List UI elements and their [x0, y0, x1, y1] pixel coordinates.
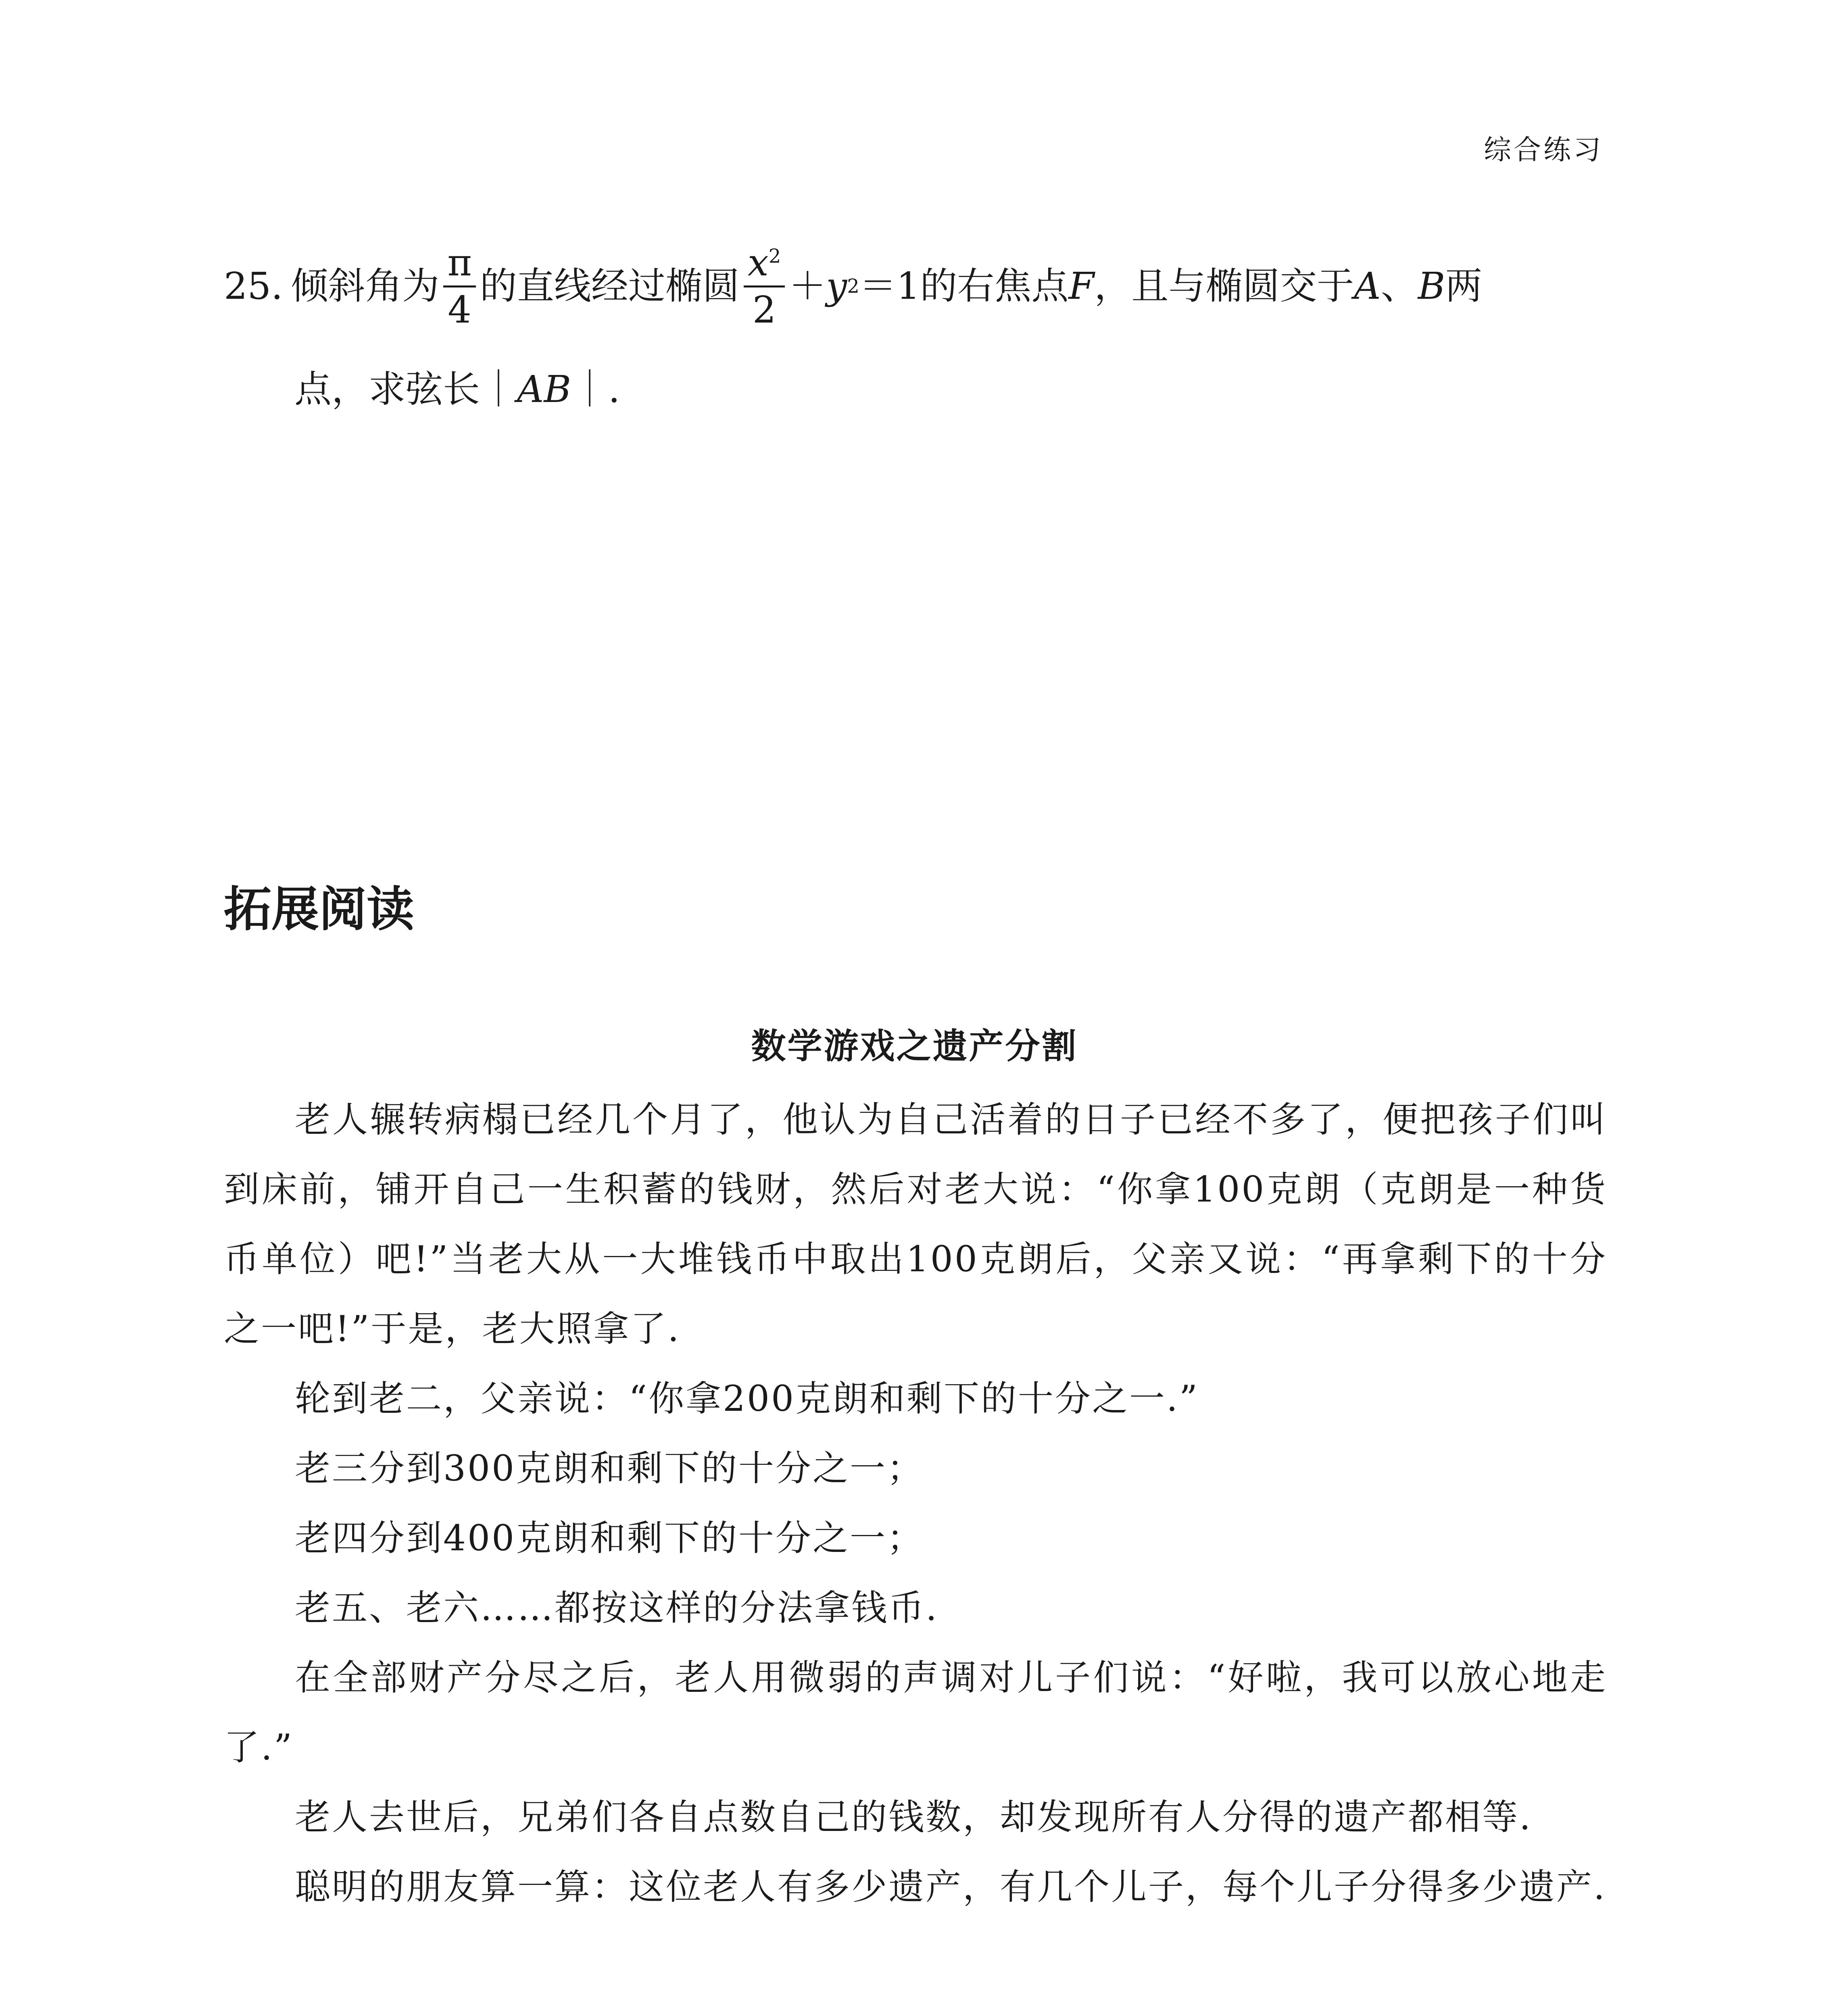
math-variable: F [1068, 264, 1095, 308]
article-body [224, 1085, 1607, 1922]
exercise-text: ｜. [571, 368, 620, 411]
exercise-text: 两 [1445, 264, 1483, 308]
math-variable: x [747, 241, 769, 284]
exercise-line-1 [224, 226, 1607, 347]
fraction-denominator: 2 [752, 288, 776, 331]
exercise-text: 的直线经过椭圆 [480, 264, 740, 308]
math-exponent: 2 [768, 244, 781, 267]
math-operator: ＋ [789, 264, 826, 308]
ellipse-fraction [744, 241, 785, 331]
exercise-text: ＝1的右焦点 [859, 264, 1069, 308]
exercise-line-2 [224, 368, 1607, 411]
article-paragraph: 老三分到300克朗和剩下的十分之一； [295, 1447, 924, 1489]
exercise-text: 点，求弦长｜ [294, 368, 517, 411]
article-paragraph: 聪明的朋友算一算：这位老人有多少遗产，有几个儿子，每个儿子分得多少遗产. [295, 1866, 1606, 1908]
math-variable: B [1418, 264, 1445, 308]
math-exponent: 2 [847, 275, 859, 298]
fraction-numerator: π [443, 244, 475, 287]
angle-fraction [443, 241, 475, 331]
exercise-number: 25. [224, 264, 283, 308]
exercise-25 [224, 226, 1607, 411]
fraction-denominator: 4 [448, 288, 471, 331]
article-paragraph: 老四分到400克朗和剩下的十分之一； [295, 1517, 924, 1559]
fraction-numerator [744, 241, 785, 287]
section-title: 拓展阅读 [224, 881, 415, 937]
article-paragraph: 老人辗转病榻已经几个月了，他认为自己活着的日子已经不多了，便把孩子们叫到床前，铺开自己一生积蓄的钱财，然后对老大说：“你拿100克朗（克朗是一种货币单位）吧!”当老大从一大堆钱币中取出100克朗后，父亲又说：“再拿剩下的十分之一吧!”于是，老大照拿了. [224, 1099, 1607, 1350]
math-variable: y [826, 264, 847, 308]
article-paragraph: 老五、老六……都按这样的分法拿钱币. [295, 1587, 938, 1629]
math-variable: A [1354, 264, 1381, 308]
exercise-text: 、 [1381, 264, 1418, 308]
exercise-text: ，且与椭圆交于 [1094, 264, 1354, 308]
article-title: 数学游戏之遗产分割 [751, 1026, 1078, 1066]
article-paragraph: 在全部财产分尽之后，老人用微弱的声调对儿子们说：“好啦，我可以放心地走了.” [224, 1657, 1607, 1768]
running-header: 综合练习 [1483, 134, 1603, 166]
article-paragraph: 老人去世后，兄弟们各自点数自己的钱数，却发现所有人分得的遗产都相等. [295, 1796, 1532, 1838]
math-variable: AB [517, 368, 571, 411]
article-paragraph: 轮到老二，父亲说：“你拿200克朗和剩下的十分之一.” [295, 1378, 1199, 1419]
exercise-text: 倾斜角为 [291, 264, 440, 308]
